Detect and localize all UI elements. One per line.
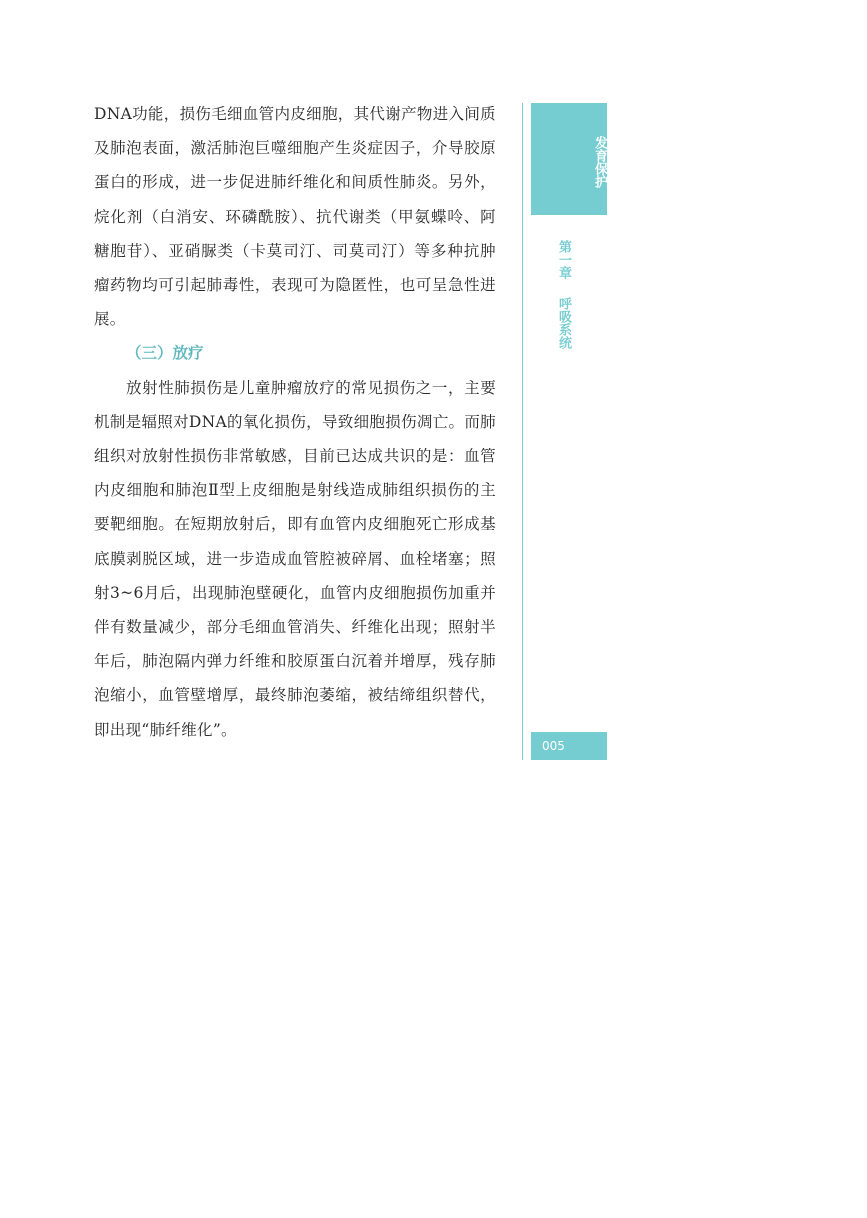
paragraph-2: 放射性肺损伤是儿童肿瘤放疗的常见损伤之一，主要机制是辐照对DNA的氧化损伤，导致细胞损伤凋亡。而肺组织对放射性损伤非常敏感，目前已达成共识的是：血管内皮细胞和肺泡Ⅱ型上皮细胞是射线造成肺组织损伤的主要靶细胞。在短期放射后，即有血管内皮细胞死亡形成基底膜剥脱区域，进一步造成血管腔被碎屑、血栓堵塞；照射3~6月后，出现肺泡壁硬化，血管内皮细胞损伤加重并伴有数量减少，部分毛细血管消失、纤维化出现；照射半年后，肺泡隔内弹力纤维和胶原蛋白沉着并增厚，残存肺泡缩小，血管壁增厚，最终肺泡萎缩，被结缔组织替代，即出现“肺纤维化”。 — [94, 378, 496, 739]
chapter-title: 呼吸系统 — [556, 297, 571, 349]
section-tab — [531, 103, 607, 215]
section-heading: （三）放疗 — [126, 344, 204, 363]
page-number-box — [531, 732, 607, 760]
body-text — [94, 97, 496, 747]
chapter-label — [531, 240, 596, 353]
paragraph-1: DNA功能，损伤毛细血管内皮细胞，其代谢产物进入间质及肺泡表面，激活肺泡巨噬细胞产生炎症因子，介导胶原蛋白的形成，进一步促进肺纤维化和间质性肺炎。另外，烷化剂（白消安、环磷酰胺）、抗代谢类（甲氨蝶呤、阿糖胞苷）、亚硝脲类（卡莫司汀、司莫司汀）等多种抗肿瘤药物均可引起肺毒性，表现可为隐匿性，也可呈急性进展。 — [94, 105, 496, 329]
page-number: 005 — [542, 739, 565, 753]
section-tab-label: 发育保护 — [592, 136, 607, 188]
chapter-number: 第一章 — [556, 240, 571, 279]
margin-divider — [522, 103, 523, 760]
